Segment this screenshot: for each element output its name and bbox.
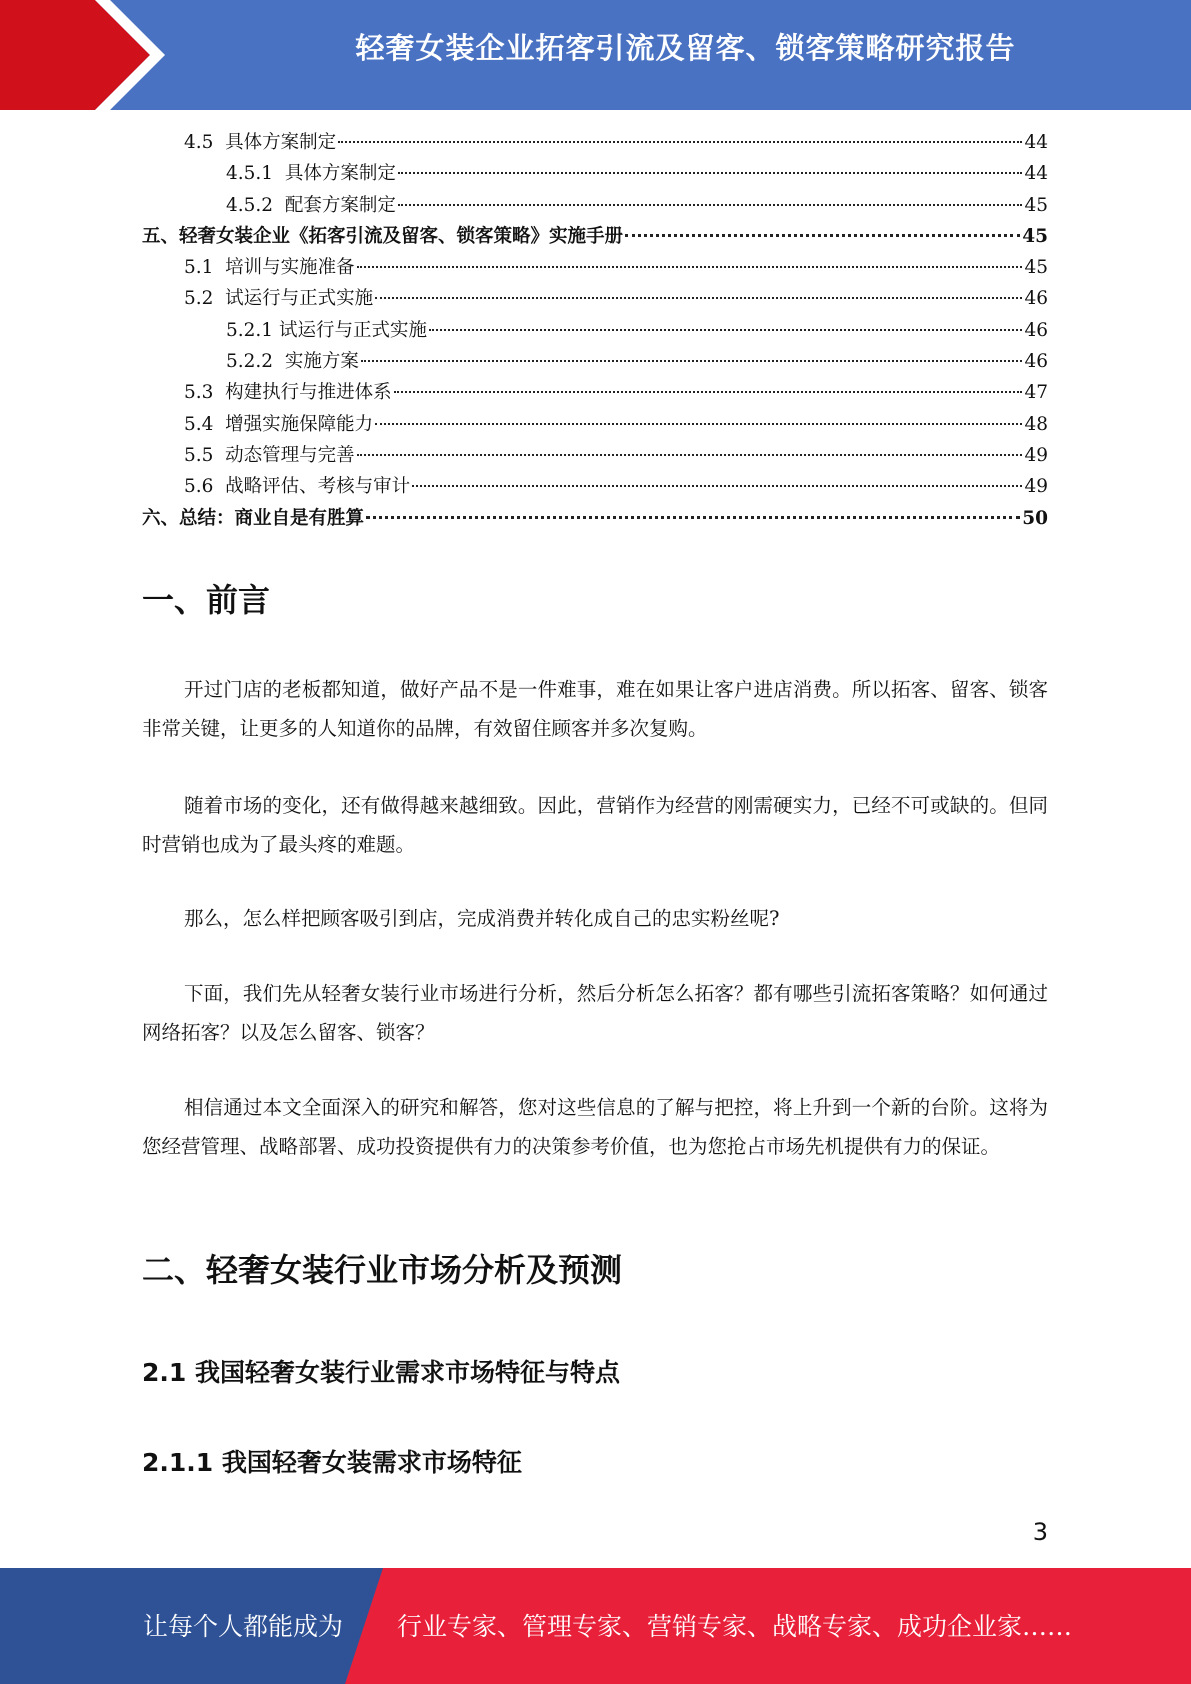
toc-entry-page: 50: [1022, 507, 1048, 529]
toc-entry-label: 5.5 动态管理与完善: [184, 444, 355, 466]
toc-entry-page: 45: [1024, 257, 1048, 279]
toc-entry-page: 48: [1024, 413, 1048, 435]
toc-leader-dots: [338, 141, 1022, 143]
toc-leader-dots: [398, 204, 1023, 206]
toc-entry-label: 5.3 构建执行与推进体系: [184, 382, 392, 404]
footer-slogan-left: 让每个人都能成为: [143, 1612, 344, 1641]
toc-leader-dots: [375, 423, 1022, 425]
table-of-contents: [142, 127, 1048, 534]
toc-entry[interactable]: [142, 409, 1048, 440]
section-heading-market-analysis: 二、轻奢女装行业市场分析及预测: [142, 1251, 623, 1289]
toc-leader-dots: [357, 454, 1023, 456]
toc-entry[interactable]: [142, 158, 1048, 189]
toc-entry-label: 六、总结：商业自是有胜算: [142, 507, 365, 529]
toc-leader-dots: [375, 297, 1022, 299]
toc-leader-dots: [625, 234, 1020, 237]
toc-entry-label: 5.2 试运行与正式实施: [184, 288, 374, 310]
page-number: 3: [1032, 1518, 1048, 1546]
paragraph: 随着市场的变化，还有做得越来越细致。因此，营销作为经营的刚需硬实力，已经不可或缺的。但同时营销也成为了最头疼的难题。: [142, 794, 1048, 856]
toc-entry-page: 47: [1024, 382, 1048, 404]
toc-entry-label: 五、轻奢女装企业《拓客引流及留客、锁客策略》实施手册: [142, 225, 624, 247]
toc-entry[interactable]: [142, 346, 1048, 377]
paragraph: 那么，怎么样把顾客吸引到店，完成消费并转化成自己的忠实粉丝呢?: [184, 907, 780, 930]
paragraph: 下面，我们先从轻奢女装行业市场进行分析，然后分析怎么拓客？都有哪些引流拓客策略？如何通过网络拓客？以及怎么留客、锁客？: [142, 982, 1048, 1044]
toc-entry-label: 5.2.2 实施方案: [226, 351, 359, 373]
toc-leader-dots: [429, 329, 1022, 331]
toc-entry-label: 5.6 战略评估、考核与审计: [184, 476, 411, 498]
toc-entry-page: 46: [1024, 288, 1048, 310]
subsection-heading: 2.1 我国轻奢女装行业需求市场特征与特点: [142, 1358, 620, 1387]
toc-entry-page: 45: [1022, 225, 1048, 247]
toc-entry-page: 49: [1024, 476, 1048, 498]
toc-entry-label: 4.5 具体方案制定: [184, 132, 337, 153]
toc-leader-dots: [361, 360, 1023, 362]
toc-entry-page: 46: [1024, 319, 1048, 341]
document-title: 轻奢女装企业拓客引流及留客、锁客策略研究报告: [355, 31, 1016, 65]
toc-entry[interactable]: [142, 440, 1048, 471]
toc-leader-dots: [357, 266, 1023, 268]
toc-entry[interactable]: [142, 127, 1048, 158]
toc-entry-page: 49: [1024, 444, 1048, 466]
toc-entry[interactable]: [142, 315, 1048, 346]
page-header: [0, 0, 1191, 110]
toc-entry[interactable]: [142, 283, 1048, 314]
subsection-heading: 2.1.1 我国轻奢女装需求市场特征: [142, 1448, 522, 1477]
toc-entry-page: 45: [1024, 194, 1048, 216]
toc-entry[interactable]: [142, 503, 1048, 534]
toc-entry[interactable]: [142, 377, 1048, 408]
toc-entry-page: 44: [1024, 163, 1048, 185]
toc-entry[interactable]: [142, 221, 1048, 252]
page-footer: [0, 1568, 1191, 1684]
toc-entry-label: 4.5.2 配套方案制定: [226, 194, 396, 216]
toc-entry-label: 4.5.1 具体方案制定: [226, 163, 396, 185]
toc-entry[interactable]: [142, 190, 1048, 221]
paragraph: 相信通过本文全面深入的研究和解答，您对这些信息的了解与把控，将上升到一个新的台阶。这将为您经营管理、战略部署、成功投资提供有力的决策参考价值，也为您抢占市场先机提供有力的保证。: [142, 1096, 1048, 1158]
toc-entry-page: 44: [1024, 132, 1048, 153]
toc-entry-label: 5.4 增强实施保障能力: [184, 413, 374, 435]
toc-leader-dots: [394, 391, 1023, 393]
paragraph: 开过门店的老板都知道，做好产品不是一件难事，难在如果让客户进店消费。所以拓客、留客、锁客非常关键，让更多的人知道你的品牌，有效留住顾客并多次复购。: [142, 678, 1048, 740]
toc-entry-page: 46: [1024, 351, 1048, 373]
toc-leader-dots: [398, 172, 1023, 174]
footer-slogan-right: 行业专家、管理专家、营销专家、战略专家、成功企业家……: [397, 1612, 1073, 1641]
toc-leader-dots: [412, 485, 1022, 487]
toc-entry-label: 5.1 培训与实施准备: [184, 257, 355, 279]
toc-entry-label: 5.2.1 试运行与正式实施: [226, 319, 427, 341]
section-heading-preface: 一、前言: [142, 581, 271, 619]
toc-entry[interactable]: [142, 252, 1048, 283]
toc-entry[interactable]: [142, 471, 1048, 502]
toc-leader-dots: [366, 516, 1020, 519]
